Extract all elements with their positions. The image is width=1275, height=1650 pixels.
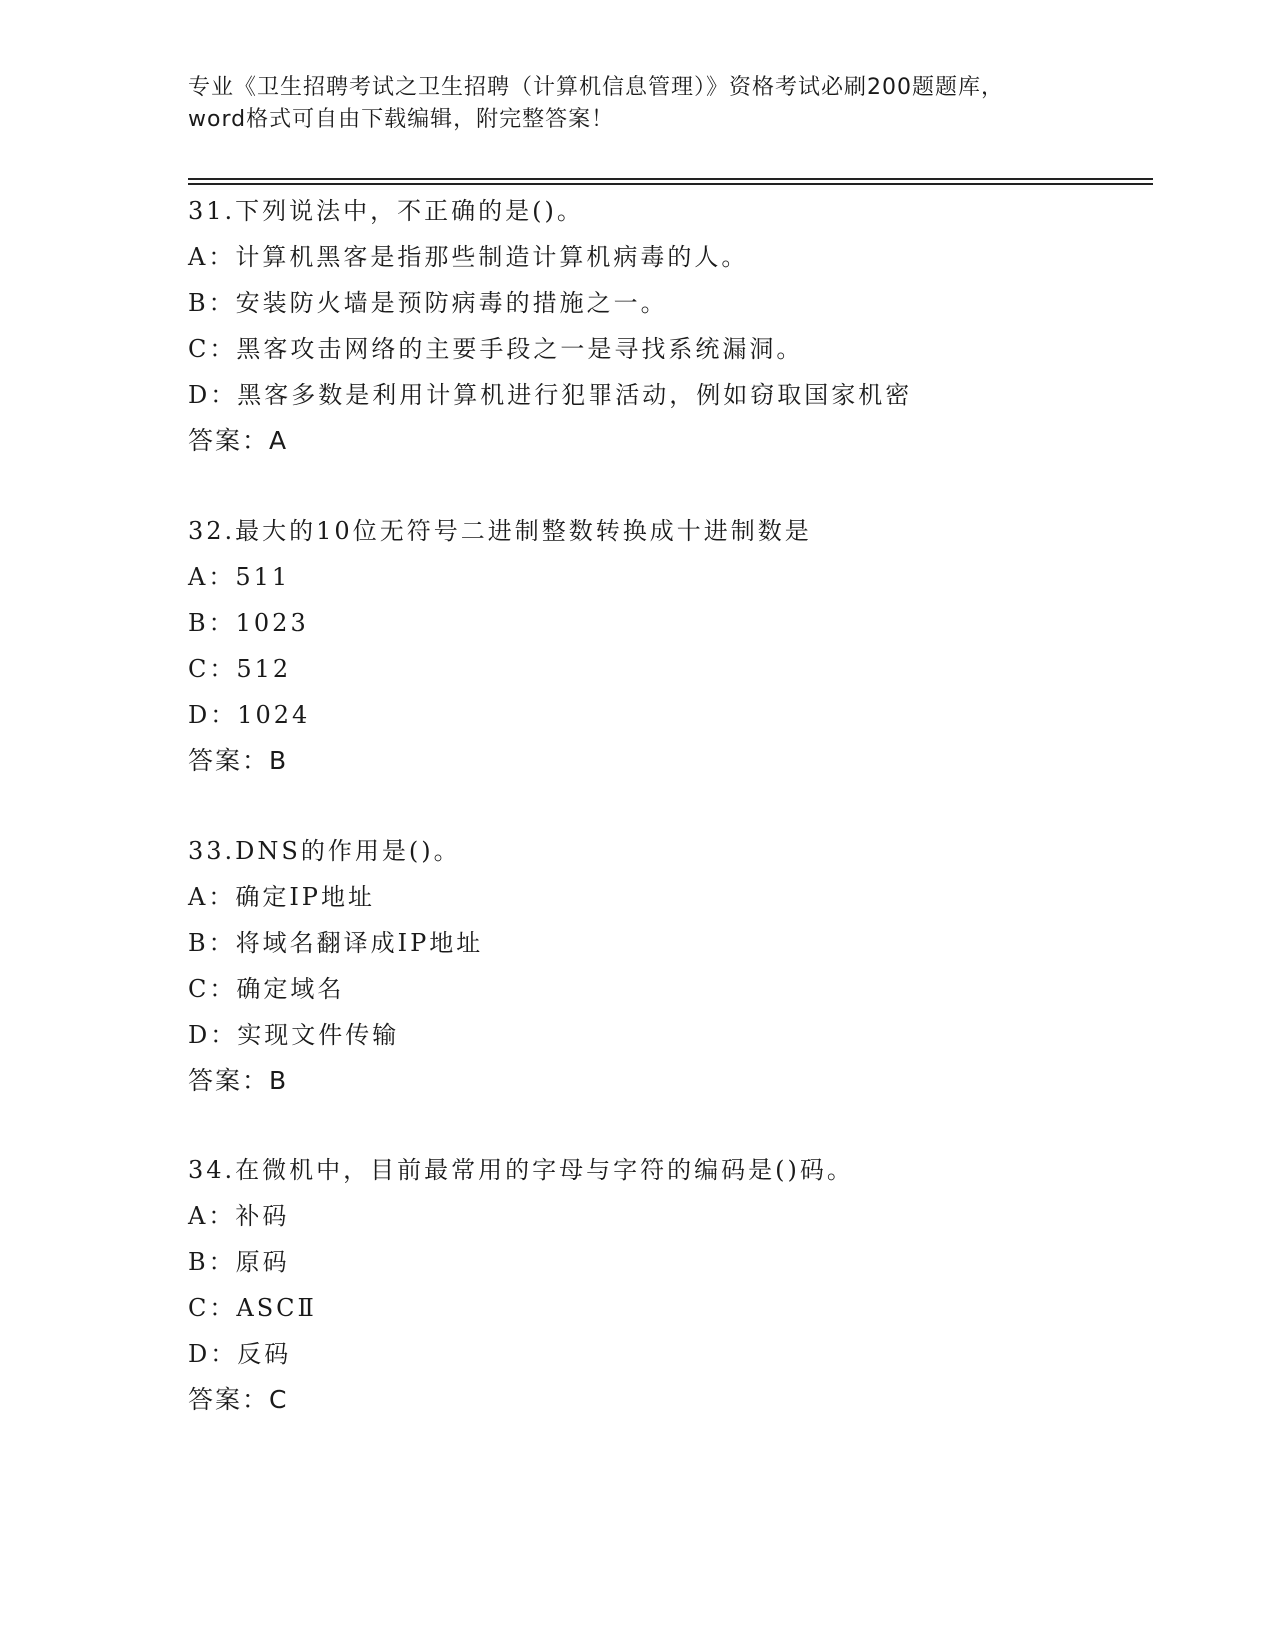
option-a: A：补码 xyxy=(188,1202,290,1230)
answer-line: 答案：C xyxy=(188,1385,289,1414)
option-a: A：511 xyxy=(188,563,291,591)
answer-line: 答案：B xyxy=(188,746,289,775)
question-33 xyxy=(188,828,1188,1104)
question-stem: 31.下列说法中，不正确的是()。 xyxy=(188,197,584,225)
option-c: C：ASCⅡ xyxy=(188,1294,317,1322)
question-stem: 34.在微机中，目前最常用的字母与字符的编码是()码。 xyxy=(188,1156,854,1184)
option-d: D：实现文件传输 xyxy=(188,1021,400,1049)
option-a: A：计算机黑客是指那些制造计算机病毒的人。 xyxy=(188,243,749,271)
answer-line: 答案：B xyxy=(188,1066,289,1095)
header-divider-top xyxy=(188,178,1153,180)
option-b: B：将域名翻译成IP地址 xyxy=(188,929,484,957)
question-31 xyxy=(188,188,1188,464)
question-stem: 32.最大的10位无符号二进制整数转换成十进制数是 xyxy=(188,517,812,545)
question-34 xyxy=(188,1147,1188,1423)
document-header xyxy=(188,72,1088,136)
option-b: B：原码 xyxy=(188,1248,290,1276)
question-32 xyxy=(188,508,1188,784)
header-title-line2: word格式可自由下载编辑，附完整答案！ xyxy=(188,107,615,132)
option-d: D：黑客多数是利用计算机进行犯罪活动，例如窃取国家机密 xyxy=(188,381,913,409)
header-divider-bottom xyxy=(188,183,1153,185)
option-a: A：确定IP地址 xyxy=(188,883,375,911)
option-c: C：黑客攻击网络的主要手段之一是寻找系统漏洞。 xyxy=(188,335,804,363)
option-c: C：512 xyxy=(188,655,292,683)
option-b: B：1023 xyxy=(188,609,309,637)
option-d: D：1024 xyxy=(188,701,311,729)
option-c: C：确定域名 xyxy=(188,975,345,1003)
answer-line: 答案：A xyxy=(188,426,289,455)
option-d: D：反码 xyxy=(188,1340,292,1368)
header-title-line1: 专业《卫生招聘考试之卫生招聘（计算机信息管理）》资格考试必刷200题题库， xyxy=(188,75,1004,100)
question-stem: 33.DNS的作用是()。 xyxy=(188,837,461,865)
option-b: B：安装防火墙是预防病毒的措施之一。 xyxy=(188,289,668,317)
